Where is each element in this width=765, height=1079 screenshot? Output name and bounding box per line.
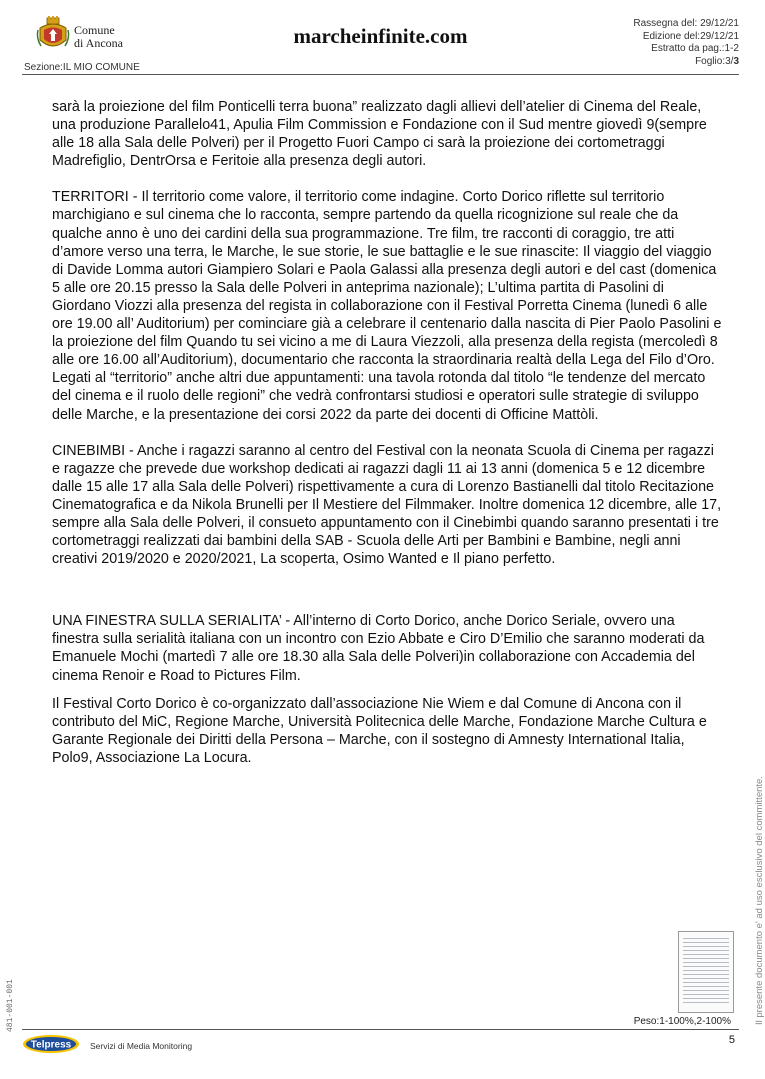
telpress-logo (22, 1034, 80, 1054)
comune-line-2: di Ancona (74, 36, 123, 50)
paragraph-serialita: UNA FINESTRA SULLA SERIALITA’ - All’interno di Corto Dorico, anche Dorico Seriale, ovvero una finestra sulla serialità italiana con un incontro con Ezio Abbate e Ciro D’Emilio che saranno moderati da Emanuele Mochi (martedì 7 alle ore 18.30 alla Sala delle Polveri)in collaborazione con Accademia del cinema Renoir e Road to Pictures Film. (52, 613, 705, 684)
paragraph-organizzazione: Il Festival Corto Dorico è co-organizzato dall’associazione Nie Wiem e dal Comune di Ancona con il contributo del MiC, Regione Marche, Università Politecnica delle Marche, Fondazione Marche Cultura e Garante Regionale dei Diritti della Persona – Marche, con il sostegno di Amnesty International Italia, Polo9, Associazione La Locura. (52, 695, 707, 766)
press-metadata (633, 18, 739, 68)
side-disclaimer: Il presente documento e' ad uso esclusivo del committente. (754, 776, 765, 1025)
estratto-pages: Estratto da pag.:1-2 (651, 43, 739, 54)
foglio (633, 56, 739, 69)
site-title: marcheinfinite.com (293, 24, 468, 48)
peso-label: Peso:1-100%,2-100% (633, 1016, 731, 1027)
paragraph-proiezione: sarà la proiezione del film Ponticelli terra buona” realizzato dagli allievi dell’atelier di Cinema del Reale, una produzione Parallelo41, Apulia Film Commission e Fondazione con il Sud mentre giovedì 9(sempre alle 18 alla Sala delle Polveri) per il Progetto Fuori Campo ci sarà la proiezione dei cortometraggi Madrefiglio, DentrOrsa e Feritoie alla presenza degli autori. (52, 99, 707, 170)
paragraph-territori: TERRITORI - Il territorio come valore, il territorio come indagine. Corto Dorico riflette sul territorio marchigiano e sul cinema che lo racconta, sempre partendo da quella ricognizione sul reale che da qualche anno è uno dei cardini della sua programmazione. Tre film, tre racconti di coraggio, tre atti d’amore verso una terra, le Marche, le sue storie, le sue battaglie e le sue rinascite: Il viaggio del viaggio di Davide Lomma autori Giampiero Solari e Paola Galassi alla presenza degli autori e del cast (domenica 5 alle ore 20.15 presso la Sala delle Polveri in anteprima nazionale); L’ultima partita di Pasolini di Giordano Viozzi alla presenza del regista in collaborazione con il Festival Porretta Cinema (lunedì 6 alle ore 19.00 all’ Auditorium) per cominciare già a celebrare il centenario dalla nascita di Pier Paolo Pasolini e la proiezione del film Quando tu sei vicino a me di Laura Viezzoli, alla presenza della regista (mercoledì 8 alle ore 16.00 all’Auditorium), documentario che racconta la straordinaria realtà della Lega del Filo d’Oro. Legati al “territorio” anche altri due appuntamenti: una tavola rotonda dal titolo “le tendenze del mercato del cinema e il ruolo delle regioni” che vedrà confrontarsi studiosi e operatori sulle strategie di sviluppo delle Marche, e la presentazione dei corsi 2022 da parte dei docenti di Officine Mattòli. (52, 189, 722, 423)
comune-line-1: Comune (74, 23, 115, 37)
footer-divider (22, 1029, 739, 1030)
page-thumbnail (678, 931, 734, 1013)
side-document-code: 481-001-001 (6, 979, 15, 1032)
services-label: Servizi di Media Monitoring (90, 1041, 193, 1051)
rassegna-date: Rassegna del: 29/12/21 (633, 18, 739, 29)
page-header (22, 10, 739, 75)
foglio-prefix: Foglio:3/ (695, 55, 734, 67)
telpress-logo-text: Telpress (30, 1039, 72, 1051)
article-body (52, 98, 724, 785)
section-label: Sezione:IL MIO COMUNE (24, 62, 140, 73)
edizione-date: Edizione del:29/12/21 (642, 30, 739, 42)
foglio-total: 3 (733, 55, 739, 67)
paragraph-cinebimbi: CINEBIMBI - Anche i ragazzi saranno al centro del Festival con la neonata Scuola di Cinema per ragazzi e ragazze che prevede due workshop dedicati ai ragazzi dagli 11 ai 13 anni (domenica 5 e 12 dicembre dalle 15 alle 17 alla Sala delle Polveri) rispettivamente a cura di Lorenzo Bastianelli dal titolo Recitazione Cinematografica e da Nikola Brunelli per Il Mestiere del Filmmaker. Inoltre domenica 12 dicembre, alle 17, sempre alla Sala delle Polveri, il consueto appuntamento con il Cinebimbi quando saranno presentati i tre cortometraggi realizzati dai bambini della SAB - Scuola delle Arti per Bambini e Bambine, negli anni creativi 2019/2020 e 2020/2021, La scoperta, Osimo Wanted e Il piano perfetto. (52, 442, 722, 568)
page-number: 5 (728, 1034, 735, 1046)
